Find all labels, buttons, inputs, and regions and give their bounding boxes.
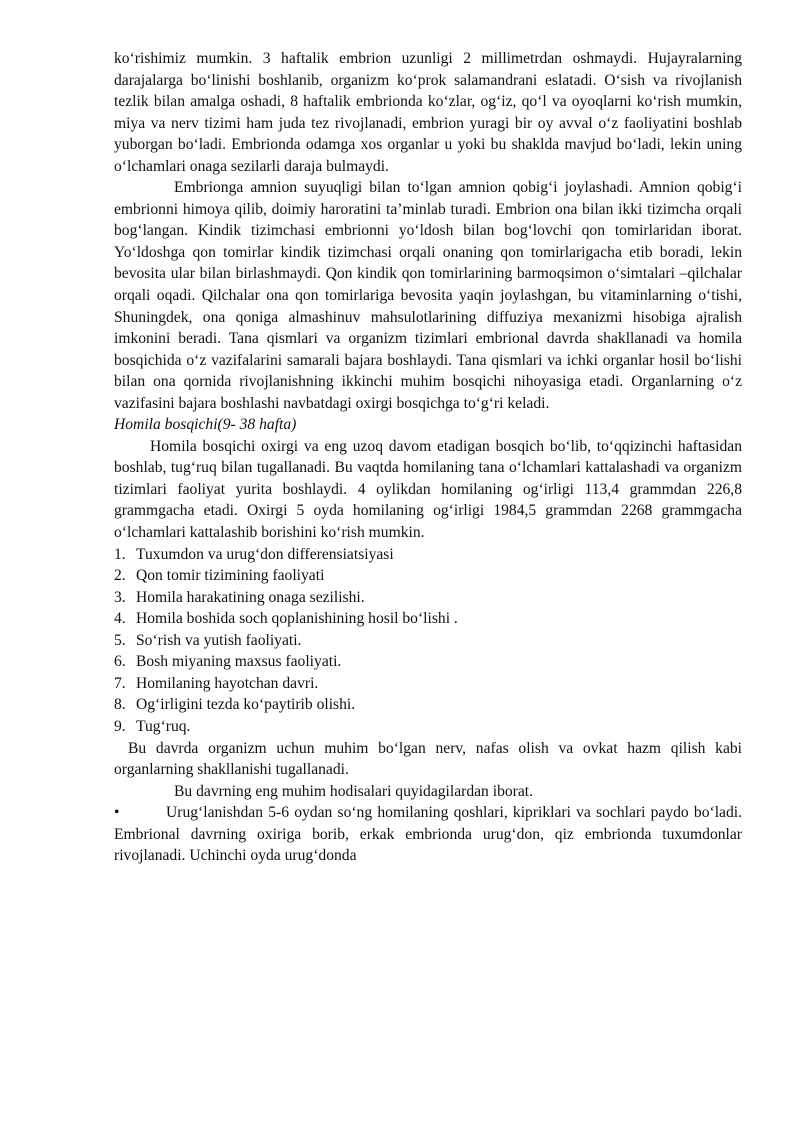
list-item [114, 608, 742, 630]
list-item [114, 716, 742, 738]
list-item [114, 630, 742, 652]
list-item-number: 9. [114, 717, 126, 735]
list-item-text: So‘rish va yutish faoliyati. [136, 631, 302, 649]
list-item [114, 673, 742, 695]
paragraph-embryo-growth: ko‘rishimiz mumkin. 3 haftalik embrion uzunligi 2 millimetrdan oshmaydi. Hujayralarning darajalarga bo‘linishi boshlanib, organizm ko‘prok salamandrani eslatadi. O‘sish va rivojlanish tezlik bilan amalga oshadi, 8 haftalik embrionda ko‘zlar, og‘iz, qo‘l va oyoqlarni ko‘rish mumkin, miya va nerv tizimi ham juda tez rivojlanadi, embrion yuragi bir oy avval o‘z faoliyatini boshlab yuborgan bo‘ladi. Embrionda odamga xos organlar u yoki bu shaklda mavjud bo‘ladi, lekin uning o‘lchamlari onaga sezilarli daraja bulmaydi. [114, 50, 742, 175]
list-item-text: Tug‘ruq. [136, 717, 191, 735]
list-item-number: 8. [114, 696, 126, 714]
list-item-number: 3. [114, 588, 126, 606]
list-item-text: Homila harakatining onaga sezilishi. [136, 588, 365, 606]
list-item-text: Homilaning hayotchan davri. [136, 674, 319, 692]
list-item-number: 4. [114, 610, 126, 628]
document-page [114, 48, 742, 867]
list-item [114, 544, 742, 566]
list-item-number: 5. [114, 631, 126, 649]
paragraph-organ-formation: Bu davrda organizm uchun muhim bo‘lgan nerv, nafas olish va ovkat hazm qilish kabi organlarning shakllanishi tugallanadi. [114, 739, 742, 779]
paragraph-fetal-stage: Homila bosqichi oxirgi va eng uzoq davom etadigan bosqich bo‘lib, to‘qqizinchi haftasidan boshlab, tug‘ruq bilan tugallanadi. Bu vaqtda homilaning tana o‘lchamlari kattalashadi va organizm tizimlari faoliyat yurita boshlaydi. 4 oylikdan homilaning og‘irligi 113,4 grammdan 226,8 grammgacha etadi. Oxirgi 5 oyda homilaning og‘irligi 1984,5 grammdan 2268 grammgacha o‘lchamlari kattalashib borishini ko‘rish mumkin. [114, 437, 742, 542]
bullet-text: Urug‘lanishdan 5-6 oydan so‘ng homilaning qoshlari, kipriklari va sochlari paydo bo‘ladi. Embrional davrning oxiriga borib, erkak embrionda urug‘don, qiz embrionda tuxumdonlar rivojlanadi. Uchinchi oyda urug‘donda [114, 804, 742, 865]
paragraph-main-events: Bu davrning eng muhim hodisalari quyidagilardan iborat. [174, 782, 534, 800]
list-item [114, 565, 742, 587]
paragraph-hair-gonads [114, 802, 742, 867]
list-item [114, 651, 742, 673]
list-item-number: 2. [114, 567, 126, 585]
fetal-events-list [114, 544, 742, 738]
paragraph-amnion: Embrionga amnion suyuqligi bilan to‘lgan amnion qobig‘i joylashadi. Amnion qobig‘i embrionni himoya qilib, doimiy haroratini ta’minlab turadi. Embrion ona bilan ikki tizimcha orqali bog‘langan. Kindik tizimchasi embrionni yo‘ldosh bilan bog‘lovchi qon tomirlaridan iborat. Yo‘ldoshga qon tomirlar kindik tizimchasi orqali onaning qon tomirlarigacha etib boradi, lekin bevosita ular bilan birlashmaydi. Qon kindik qon tomirlarining barmoqsimon o‘simtalari –qilchalar orqali oqadi. Qilchalar ona qon tomirlariga bevosita yaqin joylashgan, bu vitaminlarning o‘tishi, Shuningdek, ona qoniga almashinuv mahsulotlarining diffuziya mexanizmi hisobiga ajralish imkonini beradi. Tana qismlari va organizm tizimlari embrional davrda shakllanadi va homila bosqichida o‘z vazifalarini samarali bajara boshlaydi. Tana qismlari va ichki organlar hosil bo‘lishi bilan ona qornida rivojlanishning ikkinchi muhim bosqichi nihoyasiga etadi. Organlarning o‘z vazifasini bajara boshlashi navbatdagi oxirgi bosqichga to‘g‘ri keladi. [114, 179, 742, 412]
list-item-number: 6. [114, 653, 126, 671]
list-item-number: 7. [114, 674, 126, 692]
list-item-text: Homila boshida soch qoplanishining hosil bo‘lishi . [136, 610, 458, 628]
list-item-text: Bosh miyaning maxsus faoliyati. [136, 653, 342, 671]
section-heading-fetal-stage: Homila bosqichi(9- 38 hafta) [114, 416, 297, 434]
bullet-marker: • [114, 804, 120, 822]
list-item-text: Qon tomir tizimining faoliyati [136, 567, 325, 585]
list-item [114, 694, 742, 716]
list-item [114, 587, 742, 609]
list-item-number: 1. [114, 545, 126, 563]
list-item-text: Og‘irligini tezda ko‘paytirib olishi. [136, 696, 356, 714]
list-item-text: Tuxumdon va urug‘don differensiatsiyasi [136, 545, 394, 563]
